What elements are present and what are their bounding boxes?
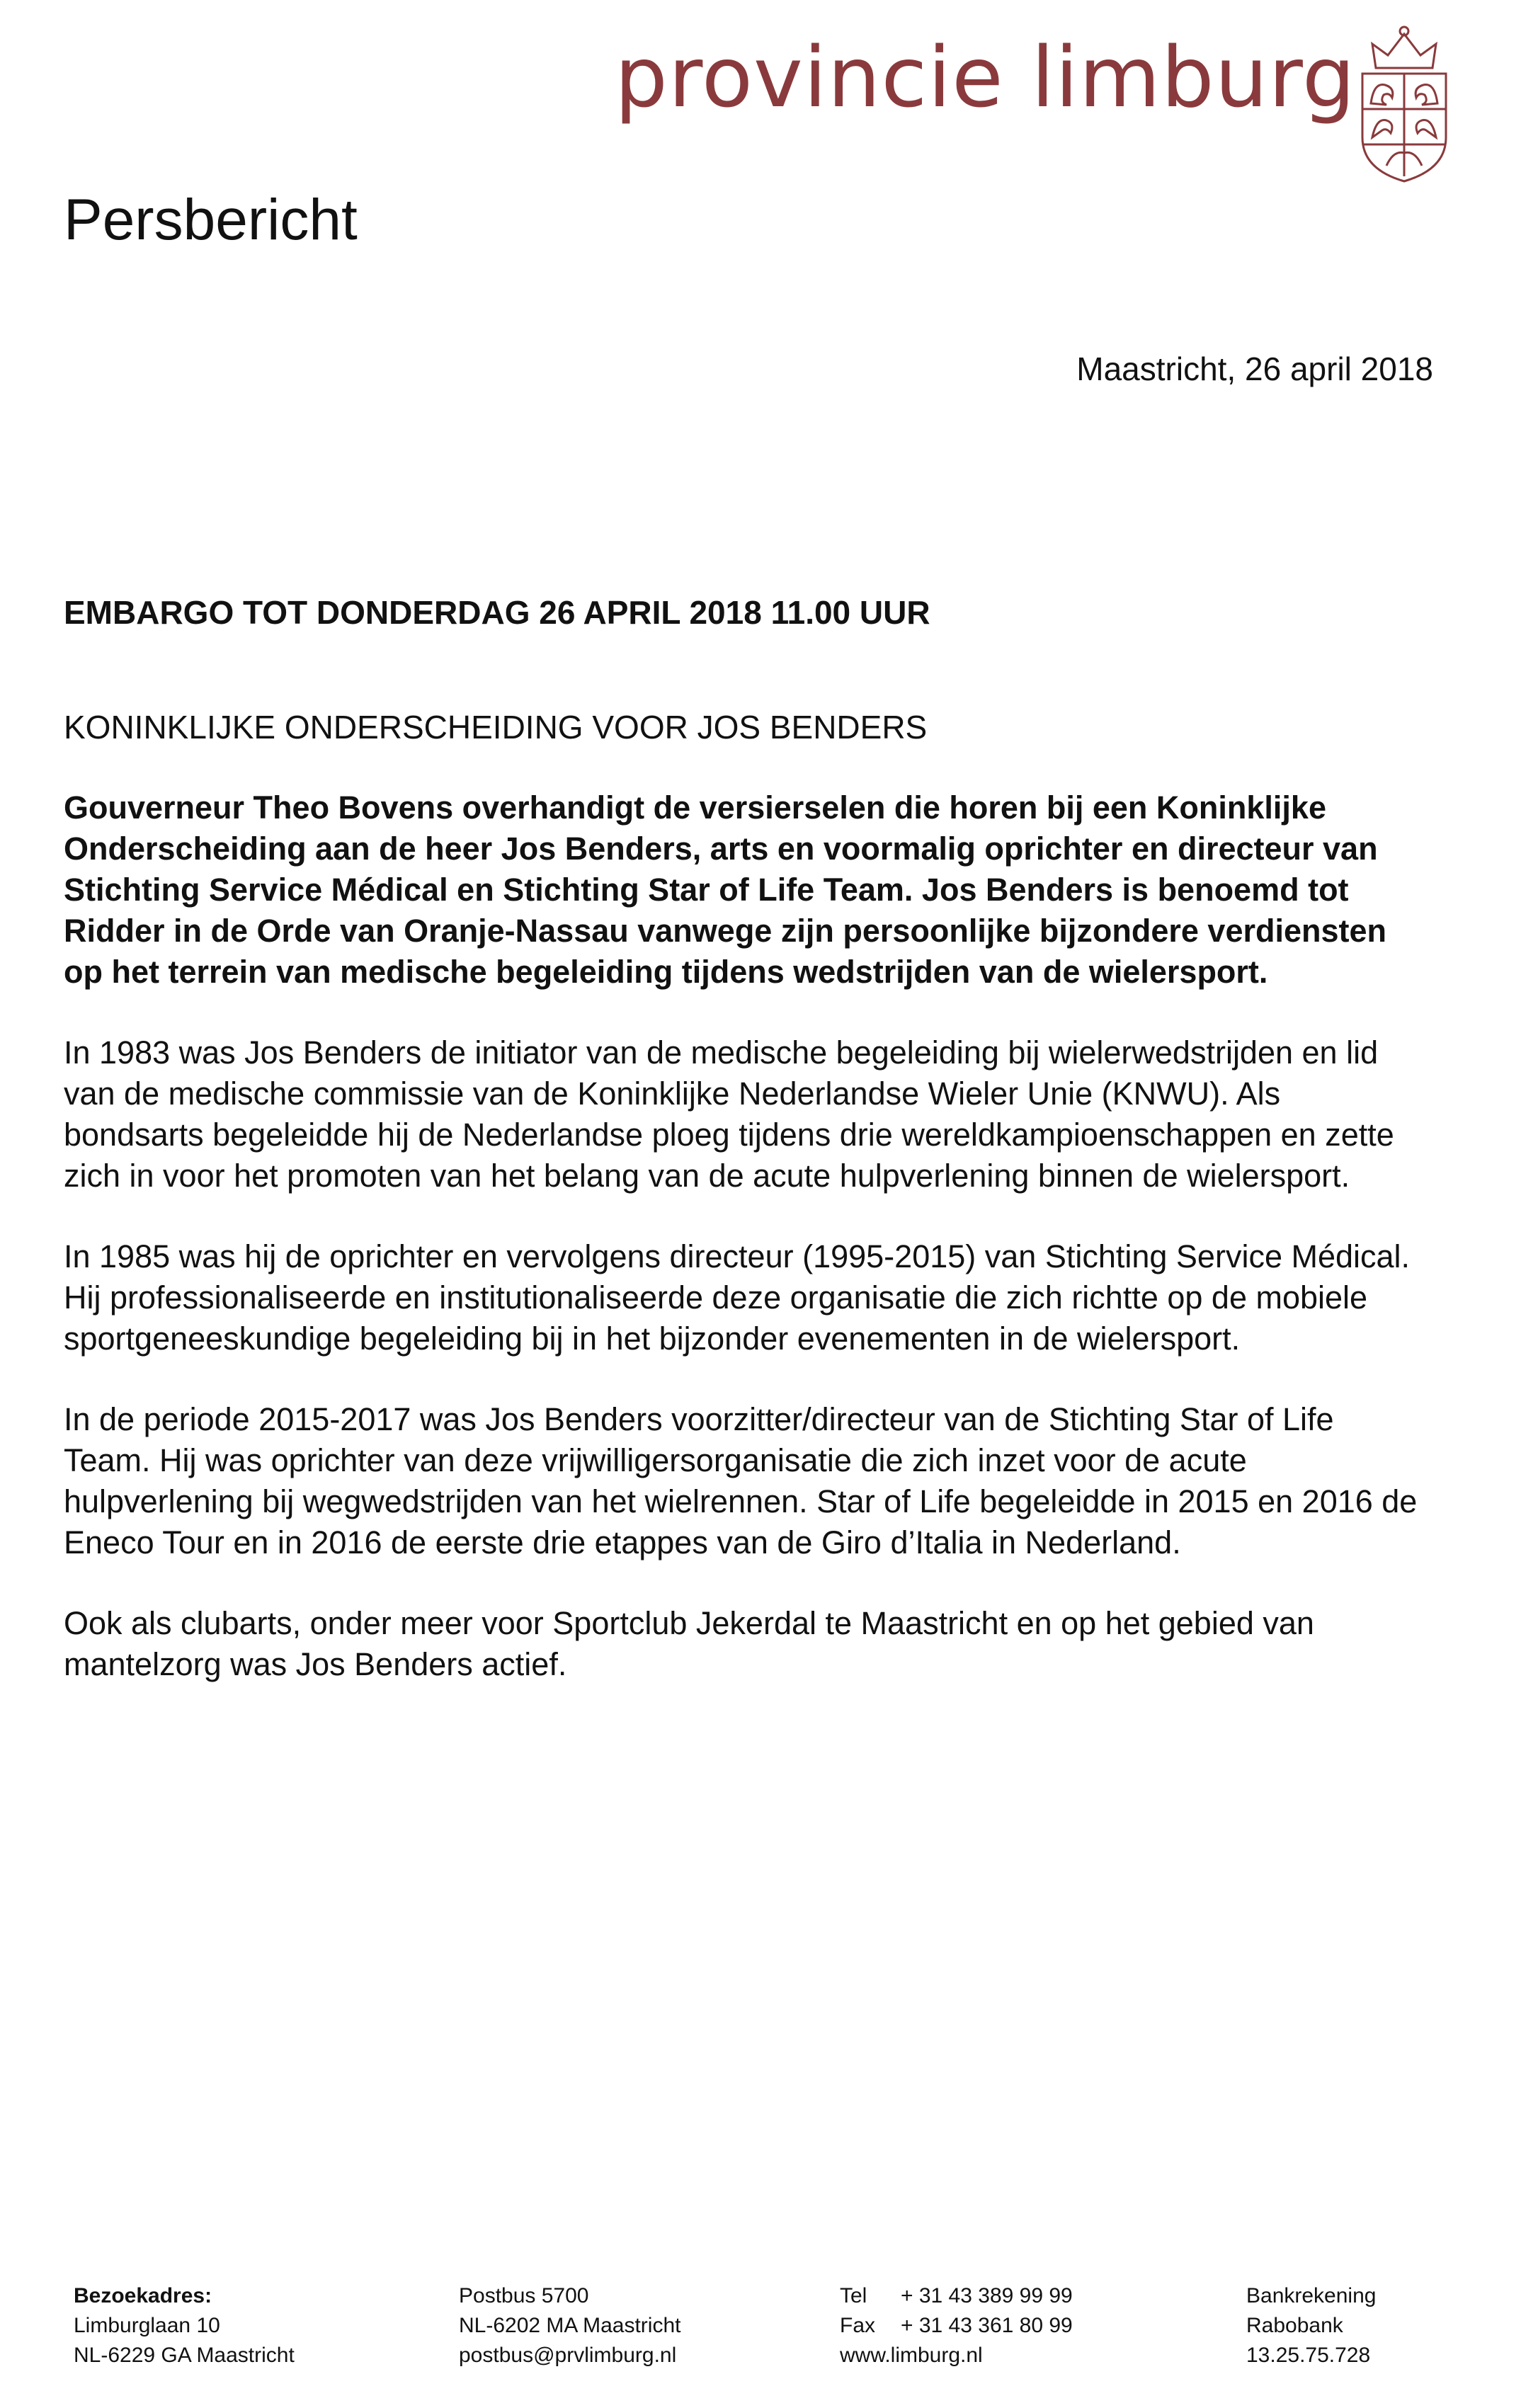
footer-postal-address [459,2281,680,2370]
lead-paragraph: Gouverneur Theo Bovens overhandigt de versierselen die horen bij een Koninklijke Onderscheiding aan de heer Jos Benders, arts en voormalig oprichter en directeur van Stichting Service Médical en Stichting Star of Life Team. Jos Benders is benoemd tot Ridder in de Orde van Oranje-Nassau vanwege zijn persoonlijke bijzondere verdiensten op het terrein van medische begeleiding tijdens wedstrijden van de wielersport. [64,789,1387,990]
visit-address-label: Bezoekadres: [74,2284,212,2307]
bank-label: Bankrekening [1246,2284,1377,2307]
post-city: NL-6202 MA Maastricht [459,2314,681,2337]
fax-label: Fax [840,2314,876,2337]
footer-bank [1246,2281,1376,2370]
date-line: Maastricht, 26 april 2018 [1076,350,1433,387]
bank-name: Rabobank [1246,2314,1343,2337]
body-paragraph: In de periode 2015-2017 was Jos Benders voorzitter/directeur van de Stichting Star of Life Team. Hij was oprichter van deze vrijwilligersorganisatie die zich inzet voor de acute hulpverlening bij wegwedstrijden van het wielrennen. Star of Life begeleidde in 2015 en 2016 de Eneco Tour en in 2016 de eerste drie etappes van de Giro d’Italia in Nederland. [64,1401,1418,1560]
brand-wordmark: provincie limburg [615,28,1356,126]
article-body [64,787,1445,1725]
body-paragraph: In 1985 was hij de oprichter en vervolgens directeur (1995-2015) van Stichting Service Médical. Hij professionaliseerde en institutionaliseerde deze organisatie die zich richtte op de mobiele sportgeneeskundige begeleiding bij in het bijzonder evenementen in de wielersport. [64,1238,1411,1357]
article-heading: KONINKLIJKE ONDERSCHEIDING VOOR JOS BENDERS [64,709,928,746]
footer [0,2281,1521,2387]
embargo-notice: EMBARGO TOT DONDERDAG 26 APRIL 2018 11.00 UUR [64,594,930,631]
website-link[interactable]: www.limburg.nl [840,2344,983,2367]
visit-street: Limburglaan 10 [74,2314,220,2337]
tel-number: + 31 43 389 99 99 [901,2284,1073,2307]
footer-contact [840,2281,1073,2370]
page-title: Persbericht [64,188,358,252]
body-paragraph: Ook als clubarts, onder meer voor Sportclub Jekerdal te Maastricht en op het gebied van mantelzorg was Jos Benders actief. [64,1605,1314,1682]
post-box: Postbus 5700 [459,2284,589,2307]
bank-account-number: 13.25.75.728 [1246,2344,1371,2367]
post-email-link[interactable]: postbus@prvlimburg.nl [459,2344,677,2367]
body-paragraph: In 1983 was Jos Benders de initiator van de medische begeleiding bij wielerwedstrijden en lid van de medische commissie van de Koninklijke Nederlandse Wieler Unie (KNWU). Als bondsarts begeleidde hij de Nederlandse ploeg tijdens drie wereldkampioenschappen en zette zich in voor het promoten van het belang van de acute hulpverlening binnen de wielersport. [64,1034,1394,1194]
visit-city: NL-6229 GA Maastricht [74,2344,295,2367]
footer-visit-address [74,2281,295,2370]
tel-label: Tel [840,2284,867,2307]
fax-number: + 31 43 361 80 99 [901,2314,1073,2337]
coat-of-arms-icon [1358,24,1450,184]
